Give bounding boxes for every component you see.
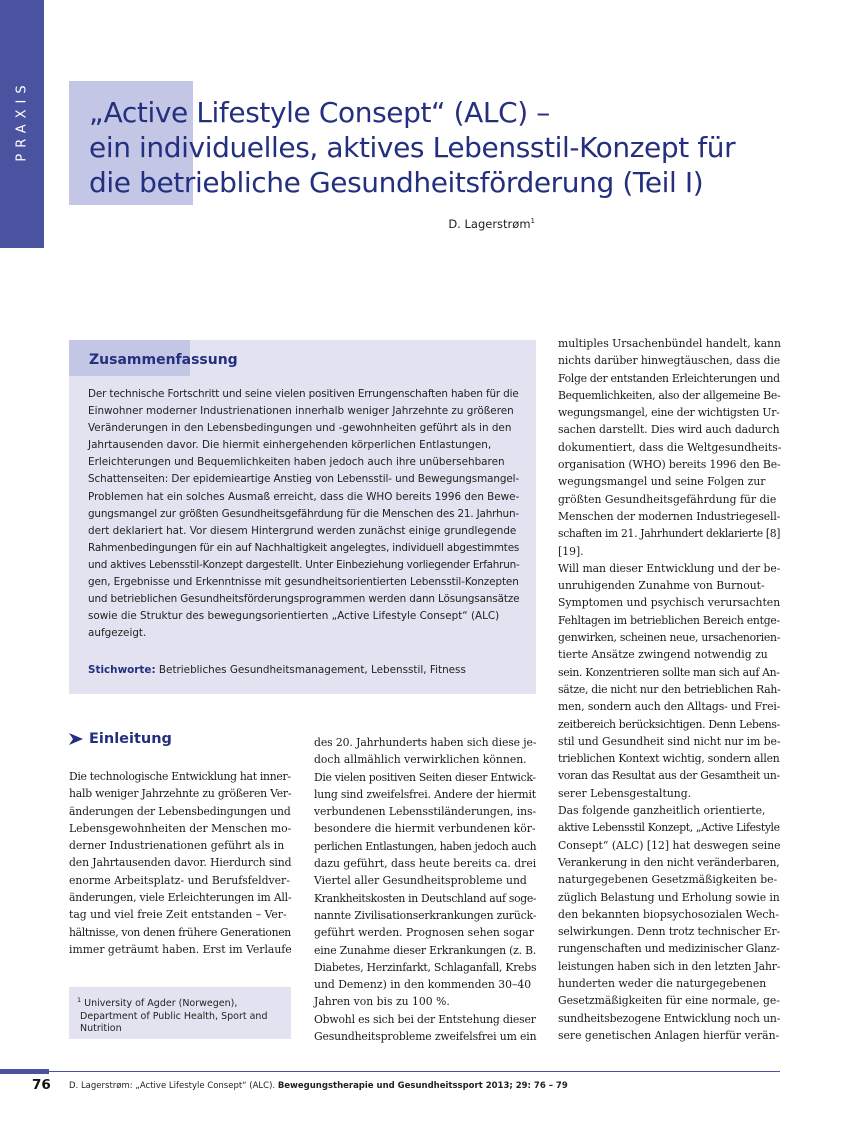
text-line: Will man dieser Entwicklung und der be- — [558, 561, 781, 575]
text-line: gungsmangel zur größten Gesundheitsgefährdung für die Menschen des 21. Jahrhun- — [88, 507, 519, 520]
text-line: änderungen, viele Erleichterungen im All- — [69, 891, 292, 905]
text-line: Schattenseiten: Der epidemieartige Anstieg von Lebensstil- und Bewegungsmangel- — [88, 473, 520, 486]
body-column-1 — [69, 768, 291, 958]
footnote-text — [77, 994, 267, 1036]
text-line: Das folgende ganzheitlich orientierte, — [558, 804, 766, 818]
text-line: Erleichterungen und Bequemlichkeiten haben jedoch auch ihre unübersehbaren — [88, 456, 505, 469]
text-line: Krankheitskosten in Deutschland auf soge- — [314, 891, 537, 905]
text-line: Consept“ (ALC) [12] hat deswegen seine — [558, 838, 781, 852]
text-line: und Demenz) in den kommenden 30–40 — [314, 978, 532, 992]
text-line: enorme Arbeitsplatz- und Berufsfeldver- — [69, 873, 290, 887]
keywords-label: Stichworte: — [88, 664, 156, 676]
arrow-right-icon — [69, 733, 83, 745]
text-line: [19]. — [558, 544, 584, 558]
text-line: Die technologische Entwicklung hat inner- — [69, 770, 291, 783]
footnote-line — [77, 1023, 267, 1036]
text-line: Jahrtausenden davor. Die hiermit einhergehenden körperlichen Entlastungen, — [88, 439, 492, 452]
text-line: perlichen Entlastungen, haben jedoch auch — [314, 839, 537, 853]
body-column-2 — [314, 734, 536, 1045]
text-line: selwirkungen. Denn trotz technischer Er- — [558, 925, 781, 939]
text-line: zeitbereich berücksichtigen. Denn Lebens- — [558, 717, 780, 731]
footnote-line — [77, 994, 267, 1011]
text-line: aufgezeigt. — [88, 627, 147, 640]
footer-rule — [0, 1071, 780, 1072]
text-line: voran das Resultat aus der Gesamtheit un- — [558, 769, 780, 783]
author-affiliation-mark: 1 — [530, 217, 535, 226]
text-line: sowie die Struktur des bewegungsorientierten „Active Lifestyle Consept“ (ALC) — [88, 610, 500, 623]
text-line: tag und viel freie Zeit entstanden – Ver- — [69, 908, 287, 922]
text-line: leistungen haben sich in den letzten Jahr- — [558, 959, 781, 973]
author-line — [448, 217, 535, 231]
text-line: den bekannten biopsychosozialen Wech- — [558, 907, 780, 921]
text-line: Problemen hat ein solches Ausmaß erreicht, dass die WHO bereits 1996 den Bewe- — [88, 490, 520, 503]
text-line: besondere die hiermit verbundenen kör- — [314, 822, 536, 836]
text-line: Gesetzmäßigkeiten für eine normale, ge- — [558, 994, 780, 1008]
text-line: des 20. Jahrhunderts haben sich diese je- — [314, 736, 537, 749]
title-line: „Active Lifestyle Consept“ (ALC) – — [89, 96, 550, 129]
footer-accent-bar — [0, 1069, 49, 1074]
text-line: dert deklariert hat. Vor diesem Hintergrund werden zunächst einige grundlegende — [88, 524, 517, 537]
text-line: Gesundheitsprobleme zweifelsfrei um ein — [314, 1030, 537, 1044]
abstract-text — [88, 386, 519, 642]
section-tab — [0, 0, 44, 248]
text-line: tierte Ansätze zwingend notwendig zu — [558, 648, 768, 662]
section-heading-einleitung — [69, 731, 172, 747]
keywords-text: Betriebliches Gesundheitsmanagement, Lebensstil, Fitness — [158, 664, 466, 676]
text-line: Einwohner moderner Industrienationen innerhalb weniger Jahrzehnte zu größeren — [88, 405, 514, 418]
text-line: wegungsmangel und seine Folgen zur — [558, 475, 766, 489]
footnote-line-text: Nutrition — [80, 1023, 122, 1035]
text-line: Der technische Fortschritt und seine vielen positiven Errungenschaften haben für die — [88, 388, 519, 400]
text-line: wegungsmangel, eine der wichtigsten Ur- — [558, 406, 780, 420]
footer-citation — [69, 1081, 568, 1091]
text-line: Diabetes, Herzinfarkt, Schlaganfall, Krebs — [314, 960, 537, 974]
text-line: schaften im 21. Jahrhundert deklarierte [8] — [558, 527, 781, 541]
section-tab-label: PRAXIS — [14, 78, 30, 162]
text-line: Lebensgewohnheiten der Menschen mo- — [69, 821, 292, 835]
footnote-line — [77, 1011, 267, 1024]
text-line: Bequemlichkeiten, also der allgemeine Be- — [558, 388, 781, 402]
title-line: die betriebliche Gesundheitsförderung (Teil I) — [89, 166, 704, 199]
text-line: nichts darüber hinwegtäuschen, dass die — [558, 354, 781, 368]
text-line: hältnisse, von denen frühere Generationen — [69, 925, 291, 939]
text-line: halb weniger Jahrzehnte zu größeren Ver- — [69, 787, 292, 801]
text-line: Verankerung in den nicht veränderbaren, — [558, 855, 780, 869]
text-line: eine Zunahme dieser Erkrankungen (z. B. — [314, 943, 537, 957]
text-line: sein. Konzentrieren sollte man sich auf An- — [558, 665, 780, 679]
text-line: Rahmenbedingungen für ein auf Nachhaltigkeit angelegtes, individuell abgestimmtes — [88, 541, 520, 554]
text-line: derner Industrienationen geführt als in — [69, 839, 285, 853]
text-line: züglich Belastung und Erholung sowie in — [558, 890, 780, 904]
text-line: doch allmählich verwirklichen können. — [314, 753, 527, 767]
text-line: genwirken, scheinen neue, ursachenorien- — [558, 631, 781, 645]
author-name: D. Lagerstrøm — [448, 217, 531, 231]
footnote-line-text: Department of Public Health, Sport and — [80, 1010, 268, 1022]
text-line: Obwohl es sich bei der Entstehung dieser — [314, 1012, 536, 1026]
text-line: unruhigenden Zunahme von Burnout- — [558, 579, 765, 593]
text-line: naturgegebenen Gesetzmäßigkeiten be- — [558, 873, 778, 887]
title-line: ein individuelles, aktives Lebensstil-Konzept für — [89, 131, 736, 164]
text-line: dokumentiert, dass die Weltgesundheits- — [558, 440, 782, 454]
text-line: sätze, die nicht nur den betrieblichen Rah- — [558, 682, 781, 696]
affiliation-footnote — [69, 987, 291, 1039]
footnote-mark: 1 — [77, 996, 82, 1004]
footnote-line-text: University of Agder (Norwegen), — [84, 998, 238, 1010]
text-line: immer geträumt haben. Erst im Verlaufe — [69, 942, 292, 956]
text-line: Viertel aller Gesundheitsprobleme und — [314, 874, 527, 888]
text-line: Menschen der modernen Industriegesell- — [558, 509, 781, 523]
text-line: größten Gesundheitsgefährdung für die — [558, 492, 777, 506]
text-line: sachen darstellt. Dies wird auch dadurch — [558, 423, 780, 437]
page-number: 76 — [32, 1077, 51, 1093]
text-line: nannte Zivilisationserkrankungen zurück- — [314, 908, 537, 922]
text-line: men, sondern auch den Alltags- und Frei- — [558, 700, 781, 714]
text-line: sere genetischen Anlagen hierfür verän- — [558, 1028, 780, 1042]
text-line: verbundenen Lebensstiländerungen, ins- — [314, 805, 537, 819]
text-line: Die vielen positiven Seiten dieser Entwick- — [314, 770, 536, 784]
article-title — [89, 95, 789, 200]
text-line: und betrieblichen Gesundheitsförderungsprogrammen werden dann Lösungsansätze — [88, 593, 520, 606]
text-line: geführt werden. Prognosen sehen sogar — [314, 926, 534, 940]
text-line: dazu geführt, dass heute bereits ca. drei — [314, 857, 537, 871]
text-line: Fehltagen im betrieblichen Bereich entge- — [558, 613, 780, 627]
abstract-heading: Zusammenfassung — [89, 352, 238, 368]
text-line: stil und Gesundheit sind nicht nur im be- — [558, 734, 781, 748]
keywords — [88, 664, 519, 676]
text-line: serer Lebensgestaltung. — [558, 786, 692, 800]
text-line: Jahren von bis zu 100 %. — [314, 995, 450, 1009]
text-line: Veränderungen in den Lebensbedingungen und -gewohnheiten geführt als in den — [88, 422, 512, 435]
text-line: hunderten weder die naturgegebenen — [558, 976, 767, 990]
text-line: rungenschaften und medizinischer Glanz- — [558, 942, 780, 956]
abstract-box — [69, 340, 536, 694]
text-line: trieblichen Kontext wichtig, sondern allen — [558, 752, 780, 766]
citation-journal: Bewegungstherapie und Gesundheitssport 2013; 29: 76 – 79 — [277, 1081, 568, 1091]
text-line: gen, Ergebnisse und Erkenntnisse mit gesundheitsorientierten Lebensstil-Konzepten — [88, 576, 519, 589]
text-line: organisation (WHO) bereits 1996 den Be- — [558, 458, 781, 472]
section-heading-label: Einleitung — [89, 731, 172, 747]
text-line: und aktives Lebensstil-Konzept dargestellt. Unter Einbeziehung vorliegender Erfahrun- — [88, 558, 520, 571]
text-line: multiples Ursachenbündel handelt, kann — [558, 337, 781, 350]
text-line: Symptomen und psychisch verursachten — [558, 596, 781, 610]
text-line: Folge der entstanden Erleichterungen und — [558, 371, 780, 385]
citation-text: D. Lagerstrøm: „Active Lifestyle Consept“ (ALC). — [69, 1081, 278, 1091]
text-line: änderungen der Lebensbedingungen und — [69, 804, 291, 818]
text-line: den Jahrtausenden davor. Hierdurch sind — [69, 856, 292, 870]
text-line: sundheitsbezogene Entwicklung noch un- — [558, 1011, 781, 1025]
text-line: aktive Lebensstil Konzept, „Active Lifestyle — [558, 821, 780, 835]
body-column-3 — [558, 335, 780, 1044]
text-line: lung sind zweifelsfrei. Andere der hiermit — [314, 787, 536, 801]
